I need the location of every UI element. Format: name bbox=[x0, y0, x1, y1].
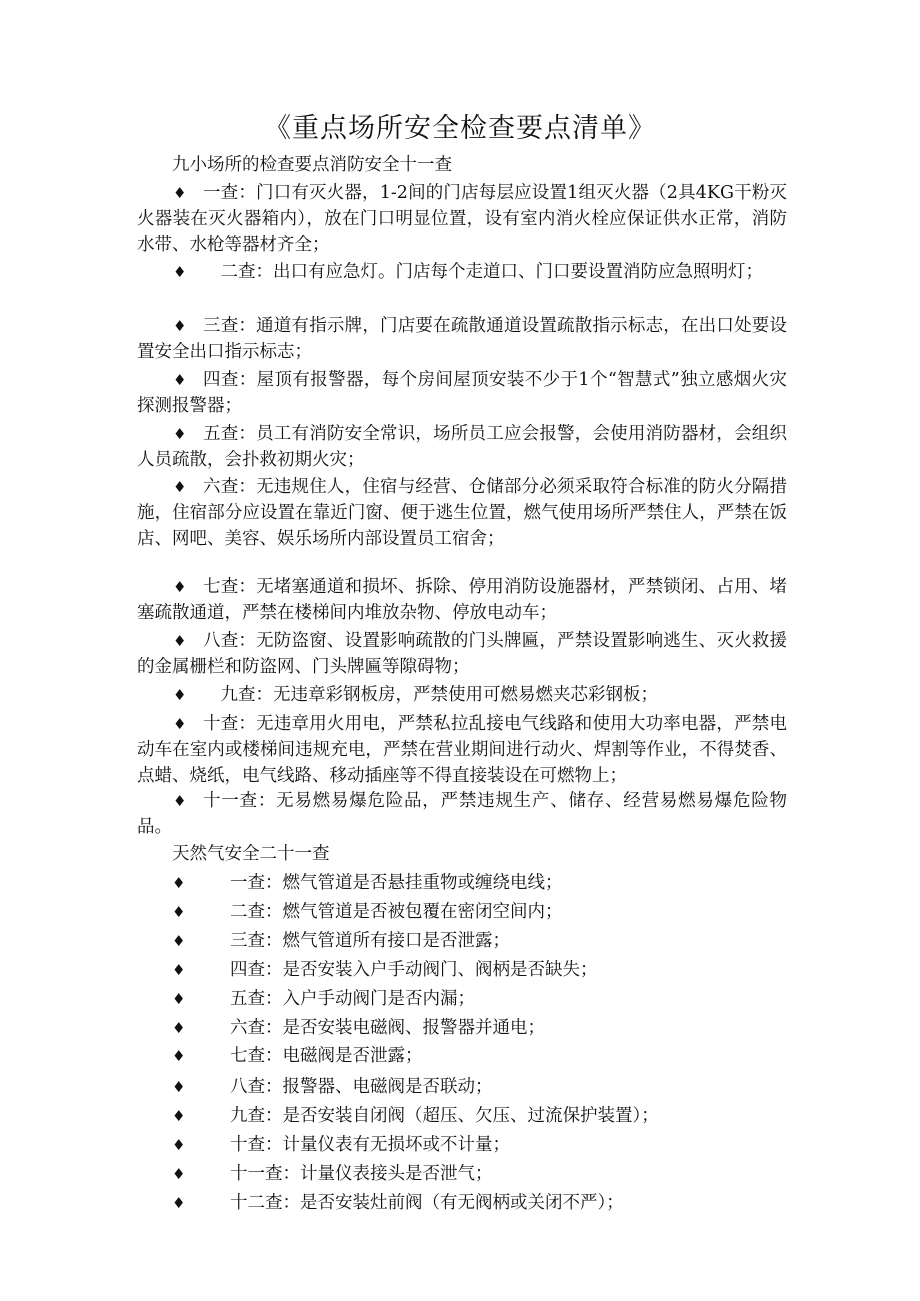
list-item-text: 六查：无违规住人，住宿与经营、仓储部分必须采取符合标准的防火分隔措施，住宿部分应设置在靠近门窗、便于逃生位置，燃气使用场所严禁住人，严禁在饭店、网吧、美容、娱乐场所内部设置员工宿舍； bbox=[137, 477, 787, 549]
list-item-text: 十查：计量仪表有无损坏或不计量； bbox=[230, 1135, 510, 1155]
list-item bbox=[137, 421, 787, 473]
bullet-icon: ♦ bbox=[173, 632, 187, 650]
bullet-icon: ♦ bbox=[173, 184, 187, 202]
bullet-icon: ♦ bbox=[173, 317, 187, 335]
list-item-text: 四查：屋顶有报警器，每个房间屋顶安装不少于1个“智慧式”独立感烟火灾探测报警器； bbox=[137, 370, 787, 416]
bullet-icon: ♦ bbox=[173, 425, 187, 443]
bullet-icon: ♦ bbox=[172, 903, 186, 921]
bullet-icon: ♦ bbox=[173, 263, 187, 281]
list-item-text: 二查：出口有应急灯。门店每个走道口、门口要设置消防应急照明灯； bbox=[203, 262, 763, 282]
list-item-text: 五查：员工有消防安全常识，场所员工应会报警，会使用消防器材，会组织人员疏散，会扑救初期火灾； bbox=[137, 424, 787, 470]
list-item-text: 八查：无防盗窗、设置影响疏散的门头牌匾，严禁设置影响逃生、灭火救援的金属栅栏和防盗网、门头牌匾等隙碍物； bbox=[137, 631, 787, 677]
list-item bbox=[137, 682, 787, 708]
bullet-icon: ♦ bbox=[172, 874, 186, 892]
bullet-icon: ♦ bbox=[172, 1047, 186, 1065]
list-item-text: 八查：报警器、电磁阀是否联动； bbox=[230, 1077, 493, 1097]
bullet-icon: ♦ bbox=[172, 961, 186, 979]
list-item-text: 四查：是否安装入户手动阀门、阀柄是否缺失； bbox=[230, 960, 598, 980]
list-item bbox=[137, 313, 787, 365]
bullet-icon: ♦ bbox=[172, 1136, 186, 1154]
list-item-text: 十一查：计量仪表接头是否泄气； bbox=[230, 1164, 493, 1184]
list-item-text: 七查：无堵塞通道和损坏、拆除、停用消防设施器材，严禁锁闭、占用、堵塞疏散通道，严禁在楼梯间内堆放杂物、停放电动车； bbox=[137, 577, 787, 623]
bullet-icon: ♦ bbox=[172, 990, 186, 1008]
list-item-text: 十二查：是否安装灶前阀（有无阀柄或关闭不严）； bbox=[230, 1193, 624, 1213]
list-item bbox=[137, 574, 787, 626]
bullet-icon: ♦ bbox=[173, 715, 187, 733]
list-item-text: 九查：是否安装自闭阀（超压、欠压、过流保护装置）； bbox=[230, 1106, 659, 1126]
list-item bbox=[137, 711, 787, 789]
list-item-text: 十一查：无易燃易爆危险品，严禁违规生产、储存、经营易燃易爆危险物品。 bbox=[137, 791, 787, 837]
list-item-text: 六查：是否安装电磁阀、报警器并通电； bbox=[230, 1018, 545, 1038]
list-item bbox=[137, 259, 787, 285]
document-title: 《重点场所安全检查要点清单》 bbox=[264, 113, 656, 144]
section-heading-gas-safety: 天然气安全二十一查 bbox=[172, 844, 330, 864]
list-item-text: 五查：入户手动阀门是否内漏； bbox=[230, 989, 475, 1009]
list-item-text: 三查：燃气管道所有接口是否泄露； bbox=[230, 931, 510, 951]
bullet-icon: ♦ bbox=[172, 1019, 186, 1037]
bullet-icon: ♦ bbox=[172, 932, 186, 950]
list-item bbox=[137, 788, 787, 840]
list-item-text: 九查：无违章彩钢板房，严禁使用可燃易燃夹芯彩钢板； bbox=[203, 685, 658, 705]
section-heading-fire-safety: 九小场所的检查要点消防安全十一查 bbox=[172, 155, 452, 175]
list-item-text: 三查：通道有指示牌，门店要在疏散通道设置疏散指示标志，在出口处要设置安全出口指示标志； bbox=[137, 316, 787, 362]
list-item-text: 二查：燃气管道是否被包覆在密闭空间内； bbox=[230, 902, 563, 922]
list-item-text: 十查：无违章用火用电，严禁私拉乱接电气线路和使用大功率电器，严禁电动车在室内或楼梯间违规充电，严禁在营业期间进行动火、焊割等作业，不得焚香、点蜡、烧纸，电气线路、移动插座等不得直接装设在可燃物上； bbox=[137, 714, 787, 786]
bullet-icon: ♦ bbox=[173, 371, 187, 389]
list-item-text: 一查：门口有灭火器，1-2间的门店每层应设置1组灭火器（2具4KG干粉灭火器装在灭火器箱内），放在门口明显位置，设有室内消火栓应保证供水正常，消防水带、水枪等器材齐全； bbox=[137, 183, 787, 255]
list-item bbox=[137, 180, 787, 258]
bullet-icon: ♦ bbox=[173, 478, 187, 496]
list-item-text: 一查：燃气管道是否悬挂重物或缠绕电线； bbox=[230, 873, 563, 893]
bullet-icon: ♦ bbox=[173, 686, 187, 704]
list-item bbox=[137, 474, 787, 552]
bullet-icon: ♦ bbox=[172, 1194, 186, 1212]
bullet-icon: ♦ bbox=[173, 792, 187, 810]
list-item bbox=[137, 367, 787, 419]
bullet-icon: ♦ bbox=[172, 1078, 186, 1096]
bullet-icon: ♦ bbox=[172, 1165, 186, 1183]
list-item bbox=[137, 628, 787, 680]
bullet-icon: ♦ bbox=[172, 1107, 186, 1125]
list-item-text: 七查：电磁阀是否泄露； bbox=[230, 1046, 423, 1066]
bullet-icon: ♦ bbox=[173, 578, 187, 596]
